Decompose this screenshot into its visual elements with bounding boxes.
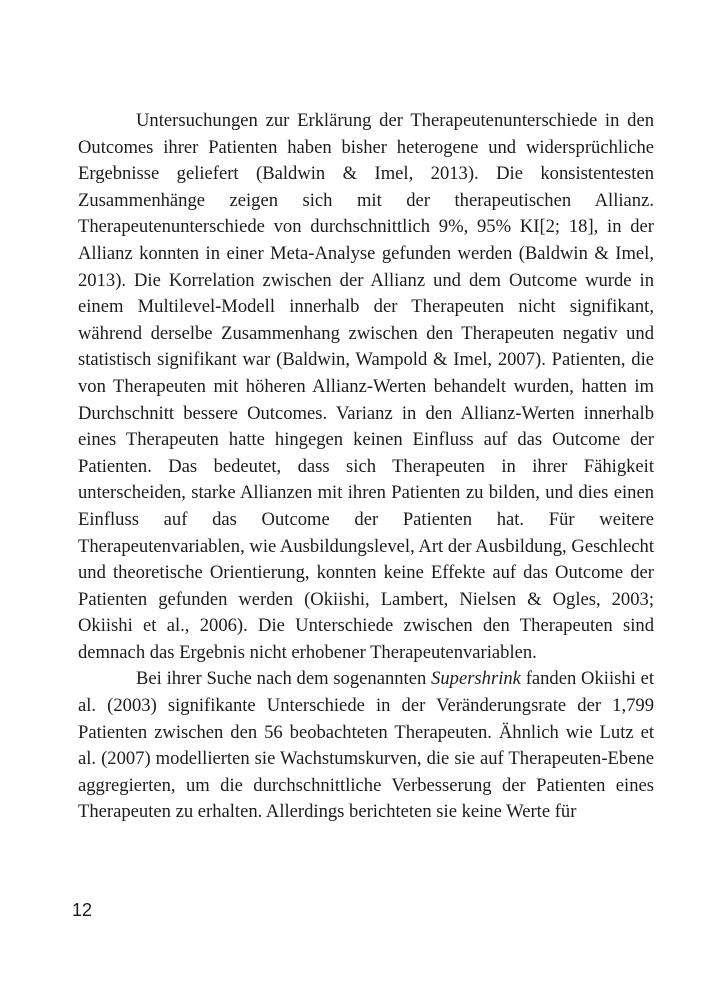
supershrink-term: Supershrink bbox=[431, 668, 521, 690]
paragraph-supershrink-body: fanden Okiishi et al. (2003) signifikante Unterschiede in der Veränderungsrate der 1,799 Patienten zwischen den 56 beobachteten Therapeuten. Ähnlich wie Lutz et al. (2007) modellierten sie Wachstumskurven, die sie auf Therapeuten-Ebene aggregierten, um die durchschnittliche Verbesserung der Patienten eines Therapeuten zu erhalten. Allerdings berichteten sie keine Werte für bbox=[78, 668, 654, 823]
paragraph-supershrink bbox=[78, 666, 654, 826]
page-number: 12 bbox=[72, 900, 93, 920]
body-text bbox=[78, 108, 654, 826]
paragraph-supershrink-lead: Bei ihrer Suche nach dem sogenannten bbox=[136, 668, 432, 690]
paragraph-therapist-differences: Untersuchungen zur Erklärung der Therapeutenunterschiede in den Outcomes ihrer Patienten haben bisher heterogene und widersprüchliche Ergebnisse geliefert (Baldwin & Imel, 2013). Die konsistentesten Zusammenhänge zeigen sich mit der therapeutischen Allianz. Therapeutenunterschiede von durchschnittlich 9%, 95% KI[2; 18], in der Allianz konnten in einer Meta-Analyse gefunden werden (Baldwin & Imel, 2013). Die Korrelation zwischen der Allianz und dem Outcome wurde in einem Multilevel-Modell innerhalb der Therapeuten nicht signifikant, während derselbe Zusammenhang zwischen den Therapeuten negativ und statistisch signifikant war (Baldwin, Wampold & Imel, 2007). Patienten, die von Therapeuten mit höheren Allianz-Werten behandelt wurden, hatten im Durchschnitt bessere Outcomes. Varianz in den Allianz-Werten innerhalb eines Therapeuten hatte hingegen keinen Einfluss auf das Outcome der Patienten. Das bedeutet, dass sich Therapeuten in ihrer Fähigkeit unterscheiden, starke Allianzen mit ihren Patienten zu bilden, und dies einen Einfluss auf das Outcome der Patienten hat. Für weitere Therapeutenvariablen, wie Ausbildungslevel, Art der Ausbildung, Geschlecht und theoretische Orientierung, konnten keine Effekte auf das Outcome der Patienten gefunden werden (Okiishi, Lambert, Nielsen & Ogles, 2003; Okiishi et al., 2006). Die Unterschiede zwischen den Therapeuten sind demnach das Ergebnis nicht erhobener Therapeutenvariablen. bbox=[78, 110, 654, 663]
